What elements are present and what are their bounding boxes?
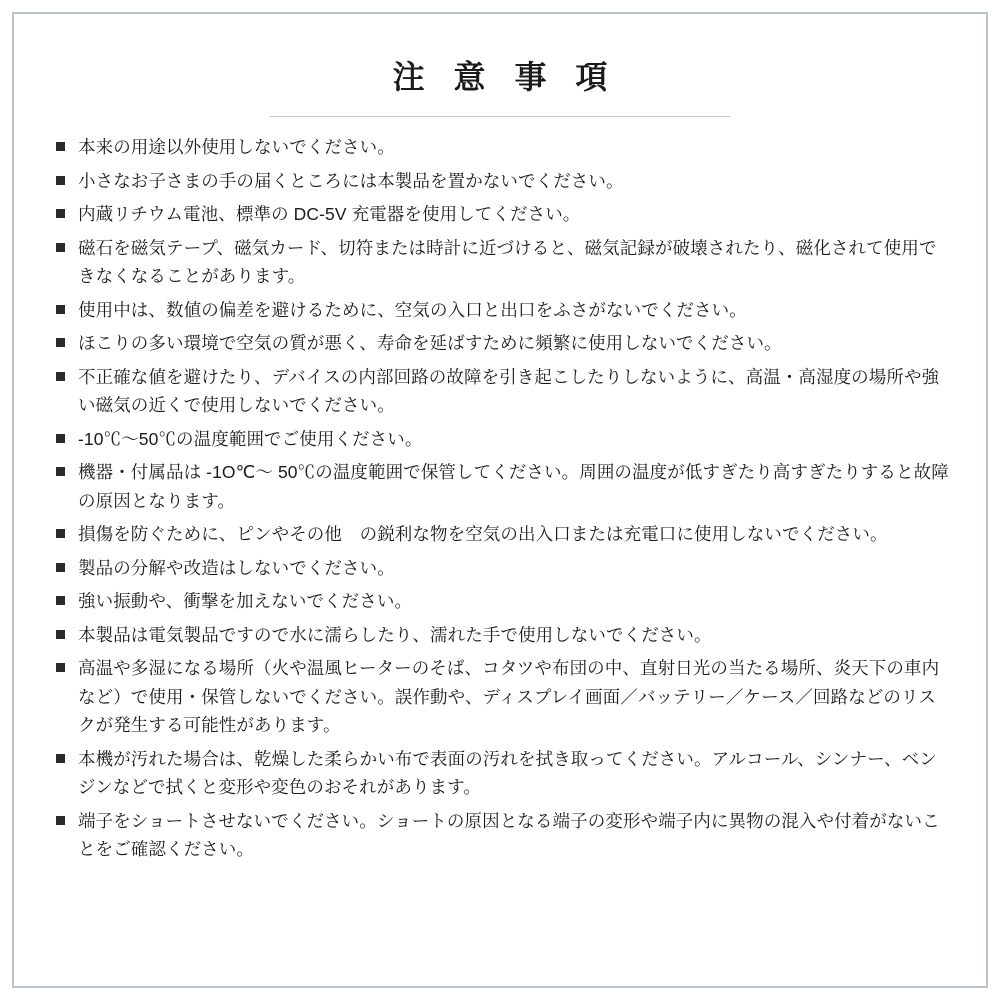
list-item-text: 損傷を防ぐために、ピンやその他 の鋭利な物を空気の出入口または充電口に使用しないでください。 xyxy=(78,524,888,545)
list-item xyxy=(48,554,952,583)
list-item-text: 高温や多湿になる場所（火や温風ヒーターのそば、コタツや布団の中、直射日光の当たる場所、炎天下の車内など）で使用・保管しないでください。誤作動や、ディスプレイ画面／バッテリー／ケース／回路などのリスクが発生する可能性があります。 xyxy=(78,658,940,736)
square-bullet-icon xyxy=(56,372,65,381)
page-title: 注 意 事 項 xyxy=(392,59,618,95)
list-item xyxy=(48,296,952,325)
list-item-text: 内蔵リチウム電池、標準の DC-5V 充電器を使用してください。 xyxy=(78,204,581,225)
list-item-text: 製品の分解や改造はしないでください。 xyxy=(78,557,395,578)
square-bullet-icon xyxy=(56,338,65,347)
square-bullet-icon xyxy=(56,754,65,763)
square-bullet-icon xyxy=(56,563,65,572)
list-item xyxy=(48,621,952,650)
list-item xyxy=(48,745,952,802)
list-item xyxy=(48,587,952,616)
list-item-text: 不正確な値を避けたり、デバイスの内部回路の故障を引き起こしたりしないように、高温・高湿度の場所や強い磁気の近くで使用しないでください。 xyxy=(78,366,940,416)
list-item-text: 強い振動や、衝撃を加えないでください。 xyxy=(78,591,413,612)
list-item xyxy=(48,807,952,864)
list-item xyxy=(48,167,952,196)
list-item-text: 本製品は電気製品ですので水に濡らしたり、濡れた手で使用しないでください。 xyxy=(78,624,712,645)
list-item xyxy=(48,234,952,291)
precautions-list xyxy=(48,133,952,864)
square-bullet-icon xyxy=(56,209,65,218)
square-bullet-icon xyxy=(56,596,65,605)
list-item-text: 端子をショートさせないでください。ショートの原因となる端子の変形や端子内に異物の混入や付着がないことをご確認ください。 xyxy=(78,810,940,860)
list-item-text: ほこりの多い環境で空気の質が悪く、寿命を延ばすために頻繁に使用しないでください。 xyxy=(78,333,782,354)
square-bullet-icon xyxy=(56,434,65,443)
square-bullet-icon xyxy=(56,529,65,538)
square-bullet-icon xyxy=(56,663,65,672)
list-item-text: 使用中は、数値の偏差を避けるために、空気の入口と出口をふさがないでください。 xyxy=(78,299,747,320)
list-item-text: 機器・付属品は -1O℃〜 50℃の温度範囲で保管してください。周囲の温度が低すぎたり高すぎたりすると故障の原因となります。 xyxy=(78,462,949,511)
list-item-text: 小さなお子さまの手の届くところには本製品を置かないでください。 xyxy=(78,170,624,191)
square-bullet-icon xyxy=(56,243,65,252)
list-item xyxy=(48,133,952,162)
document-content xyxy=(14,14,986,986)
list-item-text: 本機が汚れた場合は、乾燥した柔らかい布で表面の汚れを拭き取ってください。アルコール、シンナー、ベンジンなどで拭くと変形や変色のおそれがあります。 xyxy=(78,748,937,798)
list-item xyxy=(48,329,952,358)
list-item-text: 磁石を磁気テープ、磁気カード、切符または時計に近づけると、磁気記録が破壊されたり、磁化されて使用できなくなることがあります。 xyxy=(78,237,937,287)
square-bullet-icon xyxy=(56,467,65,476)
list-item xyxy=(48,200,952,229)
page-border xyxy=(12,12,988,988)
square-bullet-icon xyxy=(56,142,65,151)
list-item-text: 本来の用途以外使用しないでください。 xyxy=(78,137,395,157)
list-item xyxy=(48,458,952,515)
list-item-text: -10℃〜50℃の温度範囲でご使用ください。 xyxy=(78,428,423,449)
title-divider xyxy=(270,116,730,117)
list-item xyxy=(48,654,952,740)
square-bullet-icon xyxy=(56,816,65,825)
square-bullet-icon xyxy=(56,630,65,639)
list-item xyxy=(48,520,952,549)
square-bullet-icon xyxy=(56,305,65,314)
square-bullet-icon xyxy=(56,176,65,185)
list-item xyxy=(48,363,952,420)
list-item xyxy=(48,425,952,454)
